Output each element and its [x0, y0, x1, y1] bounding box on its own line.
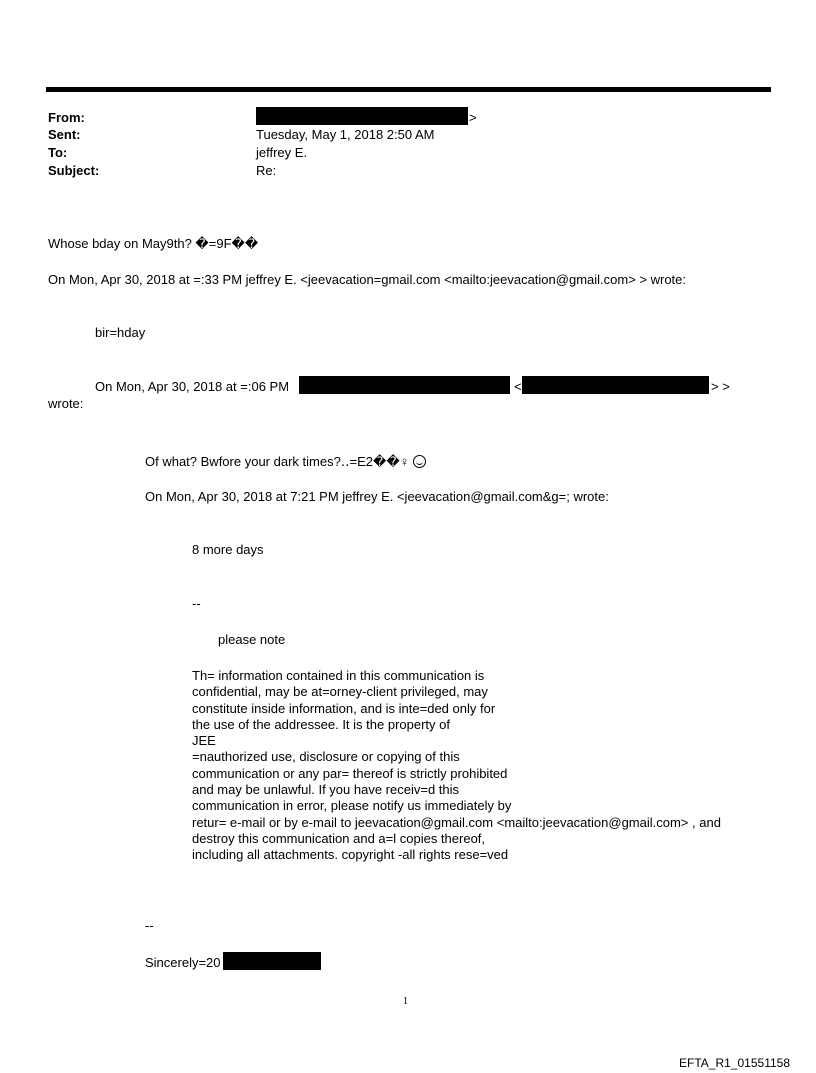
header-rule: [46, 87, 771, 92]
body-line-birthday: bir=hday: [95, 325, 146, 340]
quote-header-2-prefix: On Mon, Apr 30, 2018 at =:06 PM: [95, 379, 290, 394]
confidentiality-disclaimer: Th= information contained in this communication is confidential, may be at=orney-client privileged, may constitute inside information, and is inte=ded only for the use of the addressee. It is the property of JEE =nauthorized use, disclosure or copying of this communication or any par= thereof is strictly prohibited and may be unlawful. If you have receiv=d this communication in error, please notify us immediately by retur= e-mail or by e-mail to jeevacation@gmail.com <mailto:jeevacation@gmail.com> , and destroy this communication and a=l copies thereof, including all attachments. copyright -all rights rese=ved: [192, 668, 721, 863]
signature-separator-1: --: [192, 596, 201, 611]
body-line-dark-times: [145, 453, 426, 470]
dark-times-text: Of what? Bwfore your dark times?․․=E2��♀: [145, 454, 410, 469]
quote-header-2-lt: <: [514, 379, 522, 394]
please-note-heading: please note: [218, 632, 286, 647]
to-value: jeffrey E.: [256, 145, 308, 160]
document-id: EFTA_R1_01551158: [679, 1056, 790, 1070]
from-suffix: >: [469, 110, 477, 125]
quote-header-2-suffix: > >: [711, 379, 730, 394]
sincerely-line: Sincerely=20: [145, 955, 221, 970]
smiley-icon: [413, 455, 426, 468]
quote-header-1: On Mon, Apr 30, 2018 at =:33 PM jeffrey E. <jeevacation=gmail.com <mailto:jeevacation@gmail.com> > wrote:: [48, 272, 687, 287]
redacted-email: [522, 376, 709, 394]
body-line-bday: Whose bday on May9th? �=9F��: [48, 236, 259, 251]
body-line-more-days: 8 more days: [192, 542, 264, 557]
redacted-signature: [223, 952, 321, 970]
redacted-name: [299, 376, 510, 394]
quote-header-2-wrote: wrote:: [48, 396, 84, 411]
subject-label: Subject:: [48, 163, 100, 178]
quote-header-3: On Mon, Apr 30, 2018 at 7:21 PM jeffrey E. <jeevacation@gmail.com&g=; wrote:: [145, 489, 609, 504]
signature-separator-2: --: [145, 918, 154, 933]
page-number: 1: [403, 996, 408, 1007]
from-label: From:: [48, 110, 85, 125]
subject-value: Re:: [256, 163, 277, 178]
sent-label: Sent:: [48, 127, 81, 142]
sent-value: Tuesday, May 1, 2018 2:50 AM: [256, 127, 435, 142]
redacted-sender: [256, 107, 468, 125]
to-label: To:: [48, 145, 68, 160]
